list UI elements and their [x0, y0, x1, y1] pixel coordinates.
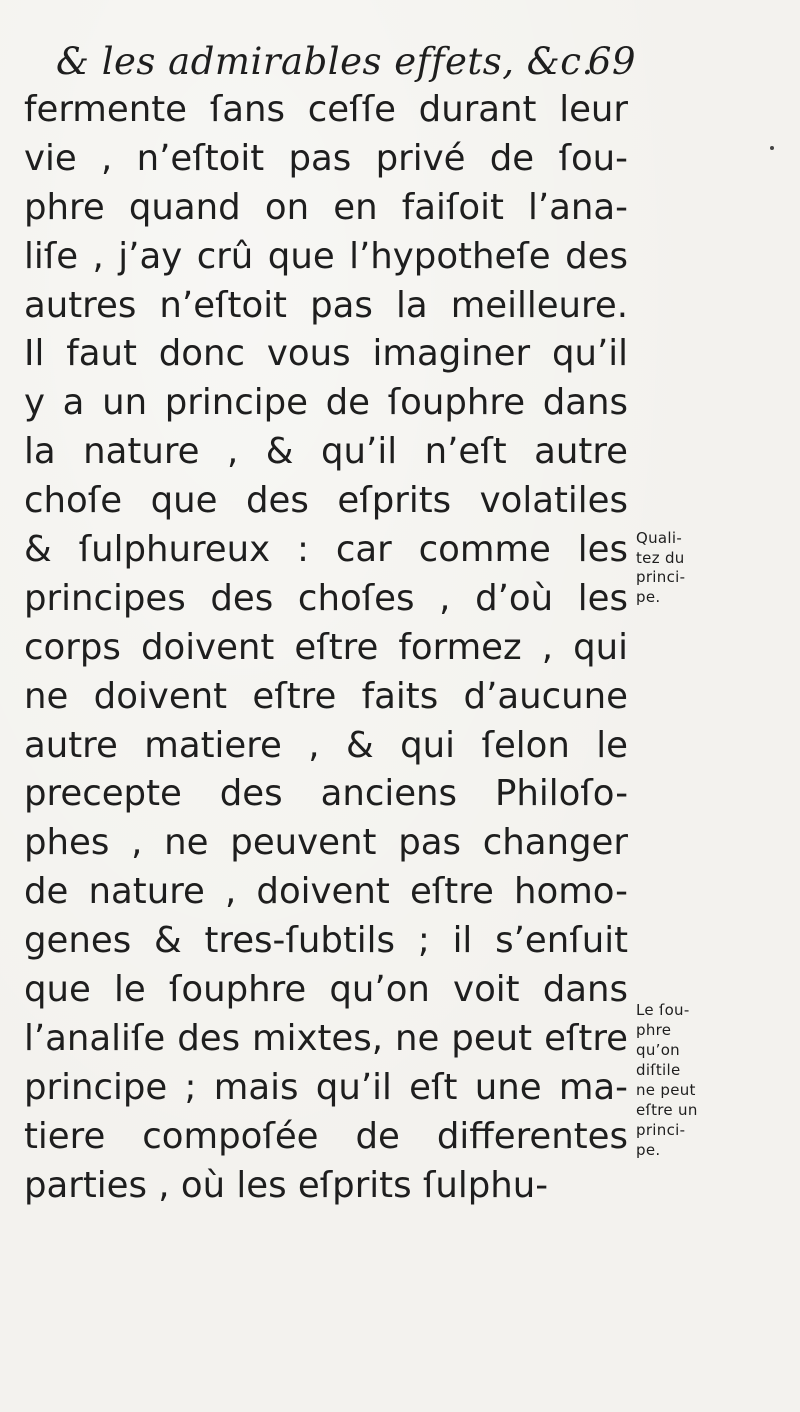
- text-line: principe ; mais qu’il eſt une ma-: [24, 1066, 628, 1108]
- margin-note-line: phre: [636, 1021, 672, 1039]
- text-line: y a un principe de ſouphre dans: [24, 382, 628, 424]
- running-head-title: & les admirables effets, &c.: [56, 40, 594, 83]
- text-line: genes & tres-ſubtils ; il s’enſuit: [24, 920, 628, 962]
- text-line: & ſulphureux : car comme les: [24, 529, 628, 571]
- margin-note-line: Le ſou-: [636, 1001, 690, 1019]
- page-number: 69: [587, 40, 636, 83]
- text-line: phre quand on en faiſoit l’ana-: [24, 186, 628, 228]
- text-line: parties , où les eſprits ſulphu-: [24, 1164, 549, 1206]
- margin-note-line: Quali-: [636, 529, 683, 547]
- text-line: la nature , & qu’il n’eſt autre: [24, 431, 628, 473]
- ink-speck: [770, 146, 774, 150]
- text-line: vie , n’eſtoit pas privé de ſou-: [24, 137, 628, 179]
- margin-note-line: tez du: [636, 549, 685, 567]
- margin-note-line: ne peut: [636, 1081, 696, 1099]
- text-line: principes des choſes , d’où les: [24, 577, 628, 619]
- margin-note-line: eſtre un: [636, 1101, 698, 1119]
- text-line: tiere compoſée de differentes: [24, 1115, 628, 1157]
- text-line: corps doivent eſtre formez , qui: [24, 626, 628, 668]
- text-line: de nature , doivent eſtre homo-: [24, 871, 628, 913]
- text-line: phes , ne peuvent pas changer: [24, 822, 628, 864]
- margin-note-line: diſtile: [636, 1061, 681, 1079]
- margin-note-line: pe.: [636, 588, 661, 606]
- text-line: l’analiſe des mixtes, ne peut eſtre: [24, 1017, 628, 1059]
- text-line: liſe , j’ay crû que l’hypotheſe des: [24, 235, 628, 277]
- margin-note-line: qu’on: [636, 1041, 680, 1059]
- text-line: ne doivent eſtre faits d’aucune: [24, 675, 628, 717]
- margin-note-line: princi-: [636, 568, 686, 586]
- text-line: autre matiere , & qui ſelon le: [24, 724, 628, 766]
- text-line: fermente ſans ceſſe durant leur: [24, 89, 628, 130]
- text-line: autres n’eſtoit pas la meilleure.: [24, 284, 628, 326]
- text-line: que le ſouphre qu’on voit dans: [24, 969, 628, 1011]
- body-text: [24, 86, 628, 1210]
- text-line: choſe que des eſprits volatiles: [24, 480, 628, 522]
- running-head: [56, 36, 636, 88]
- text-line: Il faut donc vous imaginer qu’il: [24, 333, 628, 375]
- margin-note-line: princi-: [636, 1121, 686, 1139]
- margin-note-line: pe.: [636, 1141, 661, 1159]
- text-line: precepte des anciens Philoſo-: [24, 773, 628, 815]
